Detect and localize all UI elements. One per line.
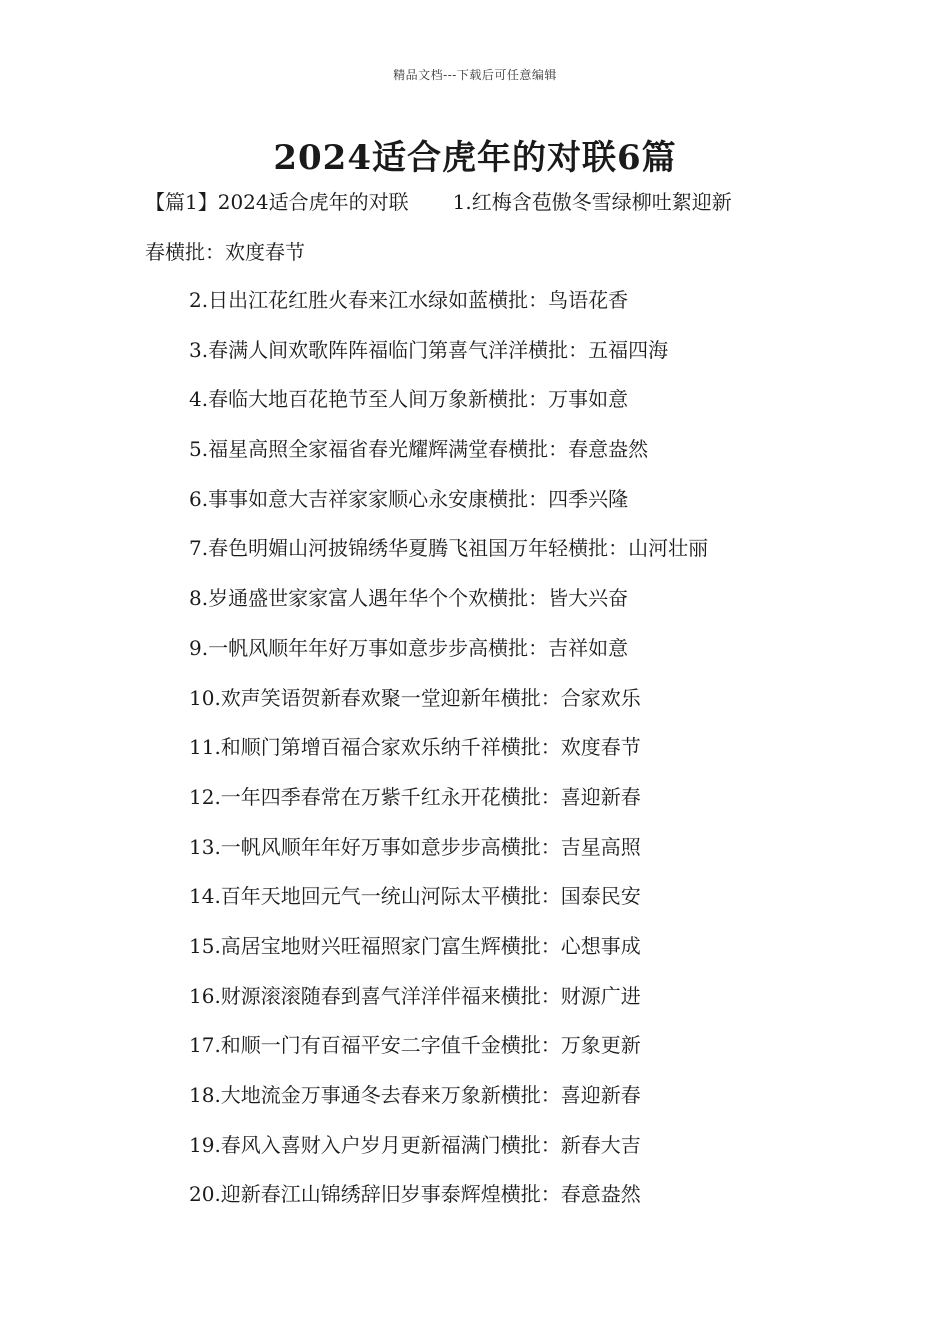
couplet-item: 17.和顺一门有百福平安二字值千金横批：万象更新 (189, 1033, 641, 1058)
couplet-item: 20.迎新春江山锦绣辞旧岁事泰辉煌横批：春意盎然 (189, 1182, 641, 1207)
section-label: 【篇1】2024适合虎年的对联 (145, 190, 409, 214)
first-item-start: 1.红梅含苞傲冬雪绿柳吐絮迎新 (452, 190, 732, 214)
couplet-item: 15.高居宝地财兴旺福照家门富生辉横批：心想事成 (189, 933, 641, 958)
couplet-item: 9.一帆风顺年年好万事如意步步高横批：吉祥如意 (189, 635, 629, 660)
couplet-item: 6.事事如意大吉祥家家顺心永安康横批：四季兴隆 (189, 486, 629, 511)
header-note: 精品文档---下载后可任意编辑 (393, 68, 557, 82)
intro-line-1 (145, 186, 825, 215)
couplet-item: 18.大地流金万事通冬去春来万象新横批：喜迎新春 (189, 1083, 641, 1107)
couplet-item: 10.欢声笑语贺新春欢聚一堂迎新年横批：合家欢乐 (189, 685, 641, 710)
document-title: 2024适合虎年的对联6篇 (273, 138, 677, 178)
couplet-item: 8.岁通盛世家家富人遇年华个个欢横批：皆大兴奋 (189, 586, 629, 611)
couplet-item: 11.和顺门第增百福合家欢乐纳千祥横批：欢度春节 (189, 735, 641, 760)
first-item-end: 春横批：欢度春节 (145, 240, 305, 264)
couplet-item: 14.百年天地回元气一统山河际太平横批：国泰民安 (189, 884, 641, 909)
couplet-item: 7.春色明媚山河披锦绣华夏腾飞祖国万年轻横批：山河壮丽 (189, 536, 709, 561)
couplet-item: 12.一年四季春常在万紫千红永开花横批：喜迎新春 (189, 784, 641, 809)
couplet-item: 16.财源滚滚随春到喜气洋洋伴福来横批：财源广进 (189, 983, 641, 1008)
couplet-item: 3.春满人间欢歌阵阵福临门第喜气洋洋横批：五福四海 (189, 337, 669, 362)
couplet-item: 5.福星高照全家福省春光耀辉满堂春横批：春意盎然 (189, 437, 649, 462)
couplet-item: 2.日出江花红胜火春来江水绿如蓝横批：鸟语花香 (189, 288, 629, 312)
couplet-list (189, 286, 889, 1230)
couplet-item: 13.一帆风顺年年好万事如意步步高横批：吉星高照 (189, 834, 641, 859)
couplet-item: 4.春临大地百花艳节至人间万象新横批：万事如意 (189, 387, 629, 412)
couplet-item: 19.春风入喜财入户岁月更新福满门横批：新春大吉 (189, 1132, 641, 1157)
intro-line-2 (145, 236, 825, 265)
